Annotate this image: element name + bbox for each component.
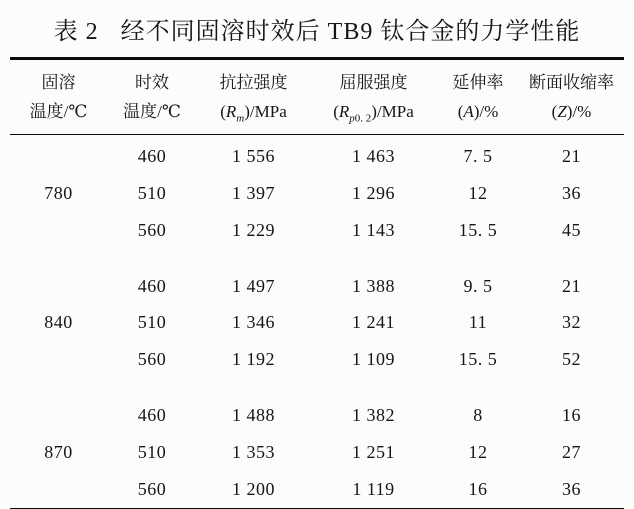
cell-reduction: 21 bbox=[562, 146, 581, 167]
header-line1: 屈服强度 bbox=[339, 73, 408, 92]
cell-elongation: 9. 5 bbox=[463, 275, 493, 296]
cell-yield: 1 382 bbox=[352, 404, 395, 425]
header-reduction-of-area bbox=[519, 59, 624, 135]
table-caption-text: 经不同固溶时效后 TB9 钛合金的力学性能 bbox=[120, 19, 581, 45]
table-caption bbox=[0, 0, 634, 46]
cell-reduction: 36 bbox=[562, 182, 581, 203]
header-solution-temp bbox=[10, 59, 107, 135]
cell-tensile: 1 488 bbox=[232, 404, 275, 425]
symbol-Rm: R bbox=[225, 102, 237, 122]
cell-aging-temp: 560 bbox=[137, 478, 167, 499]
mechanical-properties-table bbox=[10, 57, 624, 509]
symbol-Rp02: R bbox=[338, 102, 350, 122]
header-line1: 断面收缩率 bbox=[529, 73, 614, 92]
cell-aging-temp: 510 bbox=[137, 312, 167, 333]
header-line2: $(R_{p0. 2})$/MPa bbox=[333, 102, 414, 125]
cell-aging-temp: 510 bbox=[137, 441, 167, 462]
header-yield-strength bbox=[310, 59, 437, 135]
header-line1: 抗拉强度 bbox=[219, 73, 288, 92]
header-line1: 延伸率 bbox=[452, 73, 504, 92]
cell-aging-temp: 460 bbox=[137, 146, 167, 167]
cell-tensile: 1 353 bbox=[232, 441, 275, 462]
header-line2: 温度/℃ bbox=[123, 102, 181, 122]
cell-elongation: 11 bbox=[468, 312, 488, 333]
cell-yield: 1 251 bbox=[352, 441, 395, 462]
cell-yield: 1 463 bbox=[352, 146, 395, 167]
cell-reduction: 45 bbox=[562, 219, 581, 240]
table-row bbox=[10, 379, 624, 435]
cell-elongation: 8 bbox=[473, 404, 483, 425]
header-line2: (Z)/% bbox=[551, 102, 592, 122]
cell-aging-temp: 560 bbox=[137, 349, 167, 370]
symbol-A: A bbox=[463, 102, 474, 122]
cell-solution-temp: 840 bbox=[44, 312, 73, 333]
cell-tensile: 1 192 bbox=[232, 349, 275, 370]
cell-reduction: 16 bbox=[562, 404, 581, 425]
cell-reduction: 21 bbox=[562, 275, 581, 296]
cell-yield: 1 388 bbox=[352, 275, 395, 296]
cell-elongation: 15. 5 bbox=[458, 219, 498, 240]
table-body bbox=[10, 135, 624, 509]
cell-elongation: 16 bbox=[468, 478, 488, 499]
cell-elongation: 12 bbox=[468, 441, 488, 462]
header-tensile-strength bbox=[197, 59, 310, 135]
header-row bbox=[10, 59, 624, 135]
cell-tensile: 1 200 bbox=[232, 478, 275, 499]
cell-elongation: 15. 5 bbox=[458, 349, 498, 370]
cell-solution-temp: 870 bbox=[44, 441, 73, 462]
cell-yield: 1 296 bbox=[352, 182, 395, 203]
cell-yield: 1 119 bbox=[352, 478, 395, 499]
cell-yield: 1 143 bbox=[352, 219, 395, 240]
header-line2: $(R_m)$/MPa bbox=[220, 102, 287, 125]
cell-reduction: 36 bbox=[562, 478, 581, 499]
cell-reduction: 52 bbox=[562, 349, 581, 370]
table-row bbox=[10, 135, 624, 176]
cell-elongation: 7. 5 bbox=[463, 146, 493, 167]
table-header bbox=[10, 59, 624, 135]
cell-tensile: 1 346 bbox=[232, 312, 275, 333]
cell-tensile: 1 556 bbox=[232, 146, 275, 167]
cell-solution-temp: 780 bbox=[44, 182, 73, 203]
cell-reduction: 27 bbox=[562, 441, 581, 462]
header-line1: 时效 bbox=[135, 73, 169, 92]
header-line1: 固溶 bbox=[41, 73, 76, 92]
cell-tensile: 1 497 bbox=[232, 275, 275, 296]
header-line2: (A)/% bbox=[457, 102, 499, 122]
header-line2: 温度/℃ bbox=[29, 102, 88, 122]
table-caption-label: 表 2 bbox=[53, 19, 99, 45]
table-row bbox=[10, 250, 624, 306]
cell-tensile: 1 397 bbox=[232, 182, 275, 203]
cell-yield: 1 241 bbox=[352, 312, 395, 333]
cell-aging-temp: 510 bbox=[137, 182, 167, 203]
cell-yield: 1 109 bbox=[352, 349, 395, 370]
header-elongation bbox=[437, 59, 519, 135]
cell-aging-temp: 560 bbox=[137, 219, 167, 240]
cell-elongation: 12 bbox=[468, 182, 488, 203]
symbol-Z: Z bbox=[557, 102, 567, 122]
header-aging-temp bbox=[107, 59, 197, 135]
cell-tensile: 1 229 bbox=[232, 219, 275, 240]
cell-reduction: 32 bbox=[562, 312, 581, 333]
cell-aging-temp: 460 bbox=[137, 275, 167, 296]
cell-aging-temp: 460 bbox=[137, 404, 167, 425]
